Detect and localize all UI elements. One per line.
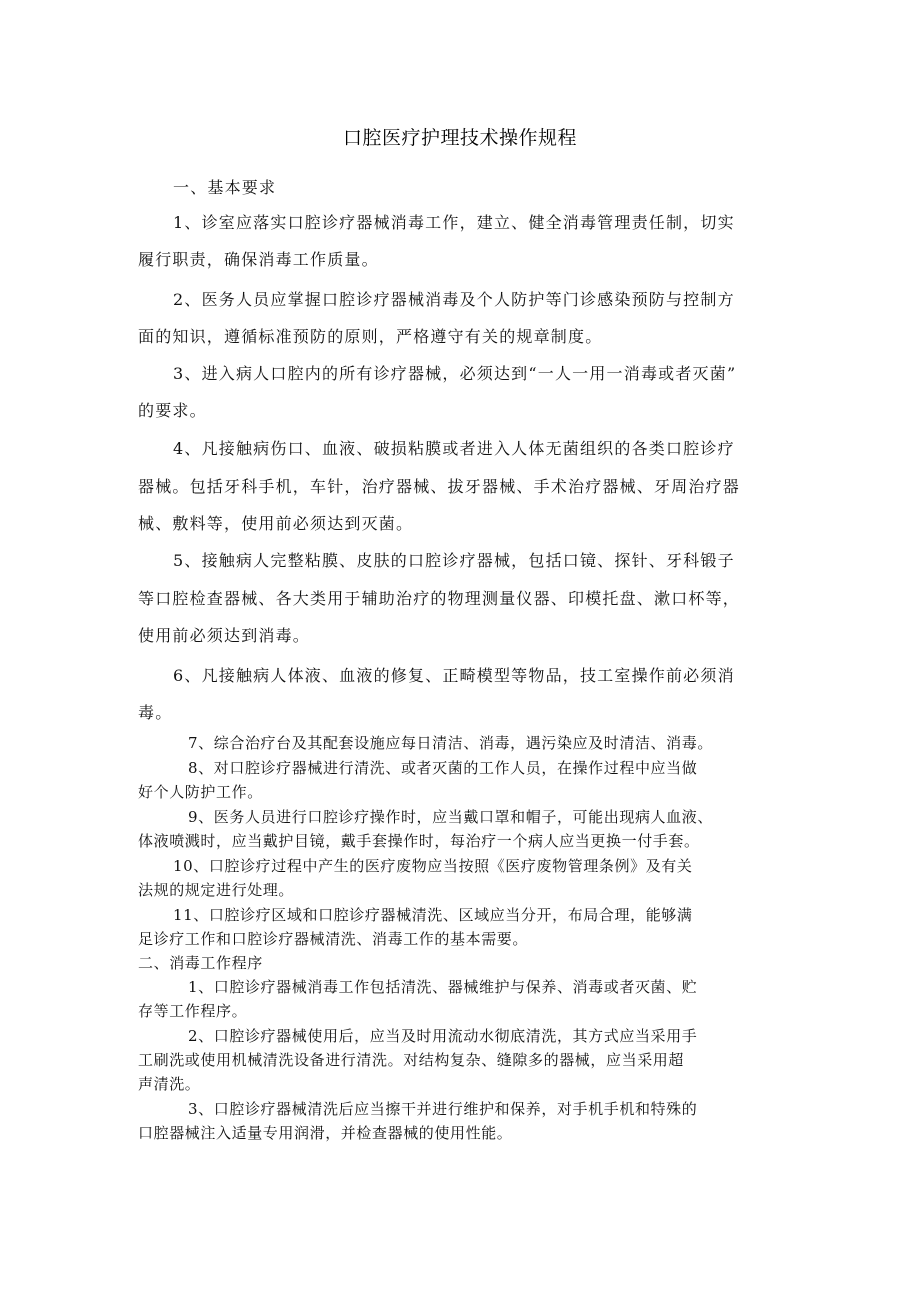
s1-p3-line1: 3、进入病人口腔内的所有诊疗器械，必须达到“一人一用一消毒或者灭菌” <box>173 364 737 383</box>
s1-p6-line2: 毒。 <box>138 703 173 722</box>
s2-p3-line2: 口腔器械注入适量专用润滑，并检查器械的使用性能。 <box>138 1124 513 1142</box>
s1-p11-line1: 11、口腔诊疗区域和口腔诊疗器械清洗、区域应当分开，布局合理，能够满 <box>173 906 693 924</box>
s1-p1-line2: 履行职责，确保消毒工作质量。 <box>138 250 379 269</box>
s1-p4-line3: 械、敷料等，使用前必须达到灭菌。 <box>138 514 414 533</box>
s2-p2-line3: 声清洗。 <box>138 1075 201 1093</box>
s1-p8-line1: 8、对口腔诊疗器械进行清洗、或者灭菌的工作人员，在操作过程中应当做 <box>188 759 698 777</box>
s2-p1-line1: 1、口腔诊疗器械消毒工作包括清洗、器械维护与保养、消毒或者灭菌、贮 <box>188 978 698 996</box>
s2-p3-line1: 3、口腔诊疗器械清洗后应当擦干并进行维护和保养，对手机手机和特殊的 <box>188 1100 698 1118</box>
document-title: 口腔医疗护理技术操作规程 <box>342 127 577 149</box>
s1-p2-line1: 2、医务人员应掌握口腔诊疗器械消毒及个人防护等门诊感染预防与控制方 <box>173 290 735 309</box>
s2-p2-line2: 工刷洗或使用机械清洗设备进行清洗。对结构复杂、缝隙多的器械，应当采用超 <box>138 1051 685 1069</box>
s1-p6-line1: 6、凡接触病人体液、血液的修复、正畸模型等物品，技工室操作前必须消 <box>173 666 735 685</box>
s1-p1-line1: 1、诊室应落实口腔诊疗器械消毒工作，建立、健全消毒管理责任制，切实 <box>173 213 735 232</box>
s1-p2-line2: 面的知识，遵循标准预防的原则，严格遵守有关的规章制度。 <box>138 327 603 346</box>
s1-p4-line2: 器械。包括牙科手机，车针，治疗器械、拔牙器械、手术治疗器械、牙周治疗器 <box>138 477 741 496</box>
s2-p1-line2: 存等工作程序。 <box>138 1002 248 1020</box>
s1-p5-line3: 使用前必须达到消毒。 <box>138 626 311 645</box>
s1-p11-line2: 足诊疗工作和口腔诊疗器械清洗、消毒工作的基本需要。 <box>138 930 529 948</box>
s1-p5-line1: 5、接触病人完整粘膜、皮肤的口腔诊疗器械，包括口镜、探针、牙科锻子 <box>173 551 735 570</box>
section1-heading: 一、基本要求 <box>173 178 277 197</box>
s1-p9-line1: 9、医务人员进行口腔诊疗操作时，应当戴口罩和帽子，可能出现病人血液、 <box>188 808 713 826</box>
s1-p10-line1: 10、口腔诊疗过程中产生的医疗废物应当按照《医疗废物管理条例》及有关 <box>173 857 693 875</box>
s1-p8-line2: 好个人防护工作。 <box>138 783 263 801</box>
s1-p9-line2: 体液喷溅时，应当戴护目镜，戴手套操作时，每治疗一个病人应当更换一付手套。 <box>138 832 700 850</box>
s1-p4-line1: 4、凡接触病伤口、血液、破损粘膜或者进入人体无菌组织的各类口腔诊疗 <box>173 439 735 458</box>
s1-p7-line1: 7、综合治疗台及其配套设施应每日清洁、消毒，遇污染应及时清洁、消毒。 <box>188 734 713 752</box>
s1-p3-line2: 的要求。 <box>138 401 207 420</box>
section2-heading: 二、消毒工作程序 <box>138 954 263 972</box>
s1-p5-line2: 等口腔检查器械、各大类用于辅助治疗的物理测量仪器、印模托盘、漱口杯等， <box>138 589 741 608</box>
s1-p10-line2: 法规的规定进行处理。 <box>138 881 295 899</box>
s2-p2-line1: 2、口腔诊疗器械使用后，应当及时用流动水彻底清洗，其方式应当采用手 <box>188 1027 698 1045</box>
